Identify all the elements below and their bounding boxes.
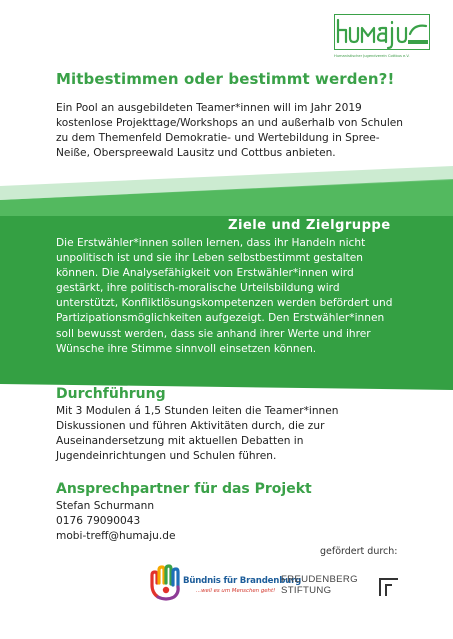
- page-title: Mitbestimmen oder bestimmt werden?!: [56, 70, 395, 88]
- sponsor-freudenberg-stiftung[interactable]: [281, 574, 361, 600]
- goals-paragraph: Die Erstwähler*innen sollen lernen, dass ihr Handeln nicht unpolitisch ist und sie ihr Leben selbstbestimmt gestalten können. Die Analysefähigkeit von Erstwähler*innen wird gestärkt, ihre politisch-moralische Urteilsbildung wird unterstützt, Konfliktlösungskompetenzen werden befördert und Partizipationsmöglichkeiten aufgezeigt. Den Erstwähler*innen soll bewusst werden, dass sie anhand ihrer Werte und ihrer Wünsche ihre Stimme sinnvoll einsetzen können.: [56, 237, 393, 355]
- contact-phone[interactable]: 0176 79090043: [56, 515, 141, 527]
- goals-heading: Ziele und Zielgruppe: [228, 218, 391, 233]
- contact-heading: Ansprechpartner für das Projekt: [56, 481, 312, 497]
- sponsor-buendnis-brandenburg[interactable]: [148, 563, 302, 603]
- implementation-heading: Durchführung: [56, 386, 166, 402]
- sponsor1-slogan: ...weil es um Menschen geht!: [196, 588, 276, 594]
- sponsor2-line1: FREUDENBERG: [281, 574, 358, 585]
- sponsor2-line2: STIFTUNG: [281, 585, 332, 596]
- funded-by-label: gefördert durch:: [320, 546, 398, 557]
- sponsor1-name: Bündnis für Brandenburg: [183, 576, 302, 586]
- contact-block: [56, 499, 356, 544]
- sponsor-bracket-logo[interactable]: [378, 576, 400, 598]
- intro-paragraph: Ein Pool an ausgebildeten Teamer*innen will im Jahr 2019 kostenlose Projekttage/Workshops an und außerhalb von Schulen zu dem Themenfeld Demokratie- und Wertebildung in Spree-Neiße, Oberspreewald Lausitz und Cottbus anbieten.: [56, 102, 404, 159]
- contact-email[interactable]: mobi-treff@humaju.de: [56, 530, 176, 542]
- hand-logo-icon: [148, 563, 184, 603]
- bracket-logo-icon: [378, 576, 400, 598]
- logo-caption: Humanistischer Jugendverein Cottbus e.V.: [334, 54, 410, 58]
- implementation-paragraph: Mit 3 Modulen á 1,5 Stunden leiten die Teamer*innen Diskussionen und führen Aktivitäten durch, die zur Auseinandersetzung mit aktuellen Debatten in Jugendeinrichtungen und Schulen führen.: [56, 405, 339, 462]
- contact-name: Stefan Schurmann: [56, 500, 155, 512]
